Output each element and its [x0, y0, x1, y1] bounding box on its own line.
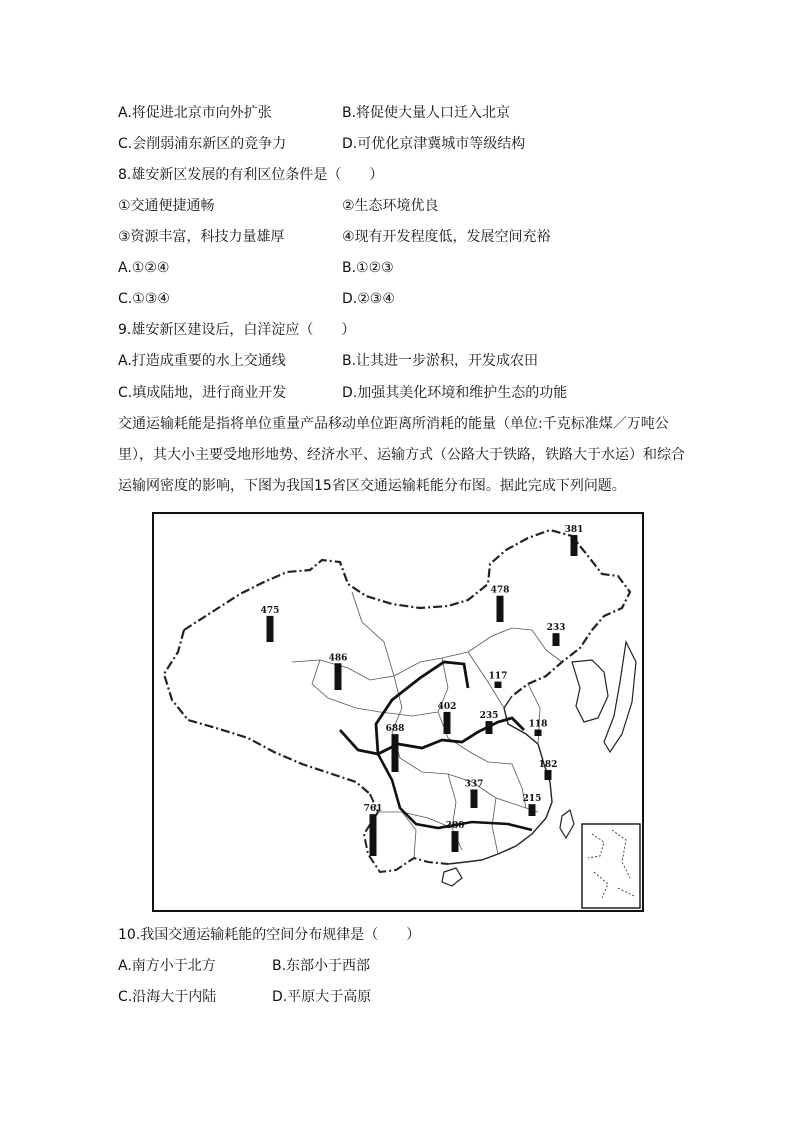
intro-paragraph: 交通运输耗能是指将单位重量产品移动单位距离所消耗的能量（单位:千克标准煤／万吨公里），其大小主要受地形地势、经济水平、运输方式（公路大于铁路，铁路大于水运）和综合运输网密度的影响，下图为我国15省区交通运输耗能分布图。据此完成下列问题。 — [118, 416, 685, 494]
china-map — [152, 512, 644, 912]
energy-bar-qinghai — [335, 663, 342, 690]
energy-label-shanxi: 117 — [488, 671, 508, 682]
q8-option-c: C.①③④ — [118, 291, 170, 307]
q9-option-b: B.让其进一步淤积，开发成农田 — [342, 353, 539, 369]
q9-option-a: A.打造成重要的水上交通线 — [118, 353, 286, 369]
energy-bar-jiangsu — [535, 730, 542, 736]
energy-label-inner-mongolia: 478 — [490, 585, 510, 596]
q9-option-c: C.填成陆地，进行商业开发 — [118, 385, 287, 401]
energy-bar-sichuan — [392, 734, 399, 772]
energy-label-guangdong: 380 — [445, 821, 465, 832]
energy-bar-shanxi — [495, 682, 502, 688]
energy-bar-jiangxi — [471, 789, 478, 808]
energy-label-fujian: 215 — [522, 794, 542, 805]
q8-item-2: ②生态环境优良 — [342, 198, 439, 214]
q8-stem: 8.雄安新区发展的有利区位条件是（ ） — [118, 167, 384, 183]
q8-option-d: D.②③④ — [342, 291, 395, 307]
q10-option-c: C.沿海大于内陆 — [118, 989, 217, 1005]
energy-label-heilongjiang: 381 — [564, 525, 584, 536]
q10-option-a: A.南方小于北方 — [118, 958, 216, 974]
energy-bar-liaoning — [553, 633, 560, 646]
map-frame — [153, 513, 643, 911]
q7-option-d: D.可优化京津冀城市等级结构 — [342, 136, 526, 152]
energy-bar-xinjiang — [267, 616, 274, 642]
energy-bar-guangdong — [452, 831, 459, 852]
energy-label-yunnan: 761 — [363, 804, 383, 815]
q8-item-1: ①交通便捷通畅 — [118, 198, 215, 214]
q10-option-d: D.平原大于高原 — [272, 989, 372, 1005]
energy-label-zhejiang: 182 — [538, 759, 558, 770]
energy-bar-heilongjiang — [571, 535, 578, 556]
q9-option-d: D.加强其美化环境和维护生态的功能 — [342, 385, 568, 401]
energy-label-sichuan: 688 — [385, 724, 405, 735]
energy-bar-zhejiang — [545, 770, 552, 780]
q10-option-b: B.东部小于西部 — [272, 958, 371, 974]
energy-label-xinjiang: 475 — [260, 605, 280, 616]
energy-label-jiangsu: 118 — [528, 719, 548, 730]
q8-item-3: ③资源丰富，科技力量雄厚 — [118, 229, 285, 245]
inset-south-china-sea — [582, 824, 640, 908]
q7-option-a: A.将促进北京市向外扩张 — [118, 105, 272, 121]
energy-label-qinghai: 486 — [328, 653, 348, 664]
energy-map-figure — [152, 512, 644, 912]
q8-item-4: ④现有开发程度低，发展空间充裕 — [342, 229, 551, 245]
q7-option-c: C.会削弱浦东新区的竞争力 — [118, 136, 287, 152]
q8-option-b: B.①②③ — [342, 260, 394, 276]
energy-label-liaoning: 233 — [546, 623, 566, 634]
energy-label-jiangxi: 337 — [464, 779, 484, 790]
q9-stem: 9.雄安新区建设后，白洋淀应（ ） — [118, 322, 356, 338]
energy-bar-fujian — [529, 804, 536, 816]
energy-bar-inner-mongolia — [497, 596, 504, 622]
q7-option-b: B.将促使大量人口迁入北京 — [342, 105, 511, 121]
q8-option-a: A.①②④ — [118, 260, 170, 276]
energy-bar-henan — [444, 712, 451, 734]
energy-bar-yunnan — [370, 814, 377, 856]
q10-stem: 10.我国交通运输耗能的空间分布规律是（ ） — [118, 927, 421, 943]
energy-bar-anhui — [486, 721, 493, 734]
energy-label-anhui: 235 — [479, 711, 499, 722]
energy-label-henan: 402 — [437, 701, 457, 712]
